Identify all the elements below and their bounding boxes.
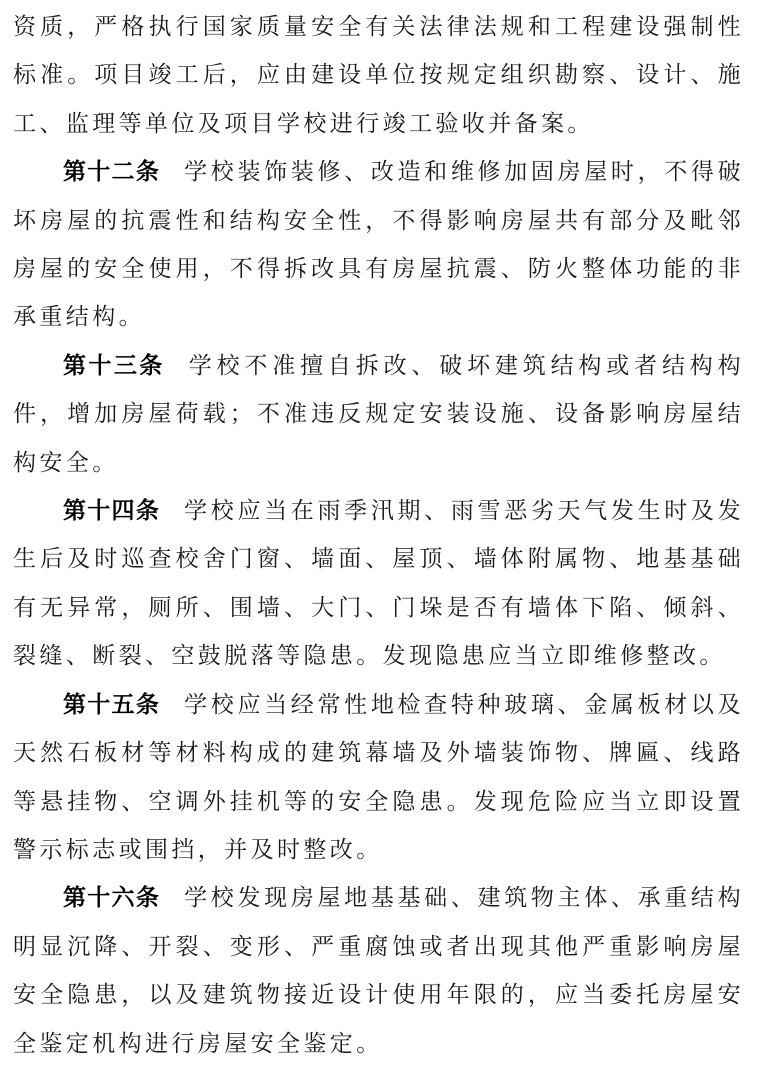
article-13 bbox=[13, 342, 744, 487]
article-15 bbox=[13, 681, 744, 875]
article-number: 第十二条 bbox=[63, 159, 161, 186]
article-14 bbox=[13, 487, 744, 681]
intro-paragraph: 资质，严格执行国家质量安全有关法律法规和工程建设强制性标准。项目竣工后，应由建设单位按规定组织勘察、设计、施工、监理等单位及项目学校进行竣工验收并备案。 bbox=[13, 14, 744, 137]
article-number: 第十四条 bbox=[63, 498, 161, 525]
article-16 bbox=[13, 874, 744, 1068]
article-number: 第十六条 bbox=[63, 885, 161, 912]
article-text: 学校应当在雨季汛期、雨雪恶劣天气发生时及发生后及时巡查校舍门窗、墙面、屋顶、墙体附属物、地基基础有无异常，厕所、围墙、大门、门垛是否有墙体下陷、倾斜、裂缝、断裂、空鼓脱落等隐患。发现隐患应当立即维修整改。 bbox=[13, 498, 745, 670]
article-text: 学校装饰装修、改造和维修加固房屋时，不得破坏房屋的抗震性和结构安全性，不得影响房屋共有部分及毗邻房屋的安全使用，不得拆改具有房屋抗震、防火整体功能的非承重结构。 bbox=[13, 159, 745, 331]
article-text: 学校应当经常性地检查特种玻璃、金属板材以及天然石板材等材料构成的建筑幕墙及外墙装饰物、牌匾、线路等悬挂物、空调外挂机等的安全隐患。发现危险应当立即设置警示标志或围挡，并及时整改。 bbox=[13, 691, 745, 863]
article-12 bbox=[13, 148, 744, 342]
article-text: 学校不准擅自拆改、破坏建筑结构或者结构构件，增加房屋荷载；不准违反规定安装设施、设备影响房屋结构安全。 bbox=[13, 352, 745, 476]
article-text: 学校发现房屋地基基础、建筑物主体、承重结构明显沉降、开裂、变形、严重腐蚀或者出现其他严重影响房屋安全隐患，以及建筑物接近设计使用年限的，应当委托房屋安全鉴定机构进行房屋安全鉴定。 bbox=[13, 885, 745, 1057]
article-number: 第十三条 bbox=[63, 352, 165, 379]
article-number: 第十五条 bbox=[63, 691, 161, 718]
